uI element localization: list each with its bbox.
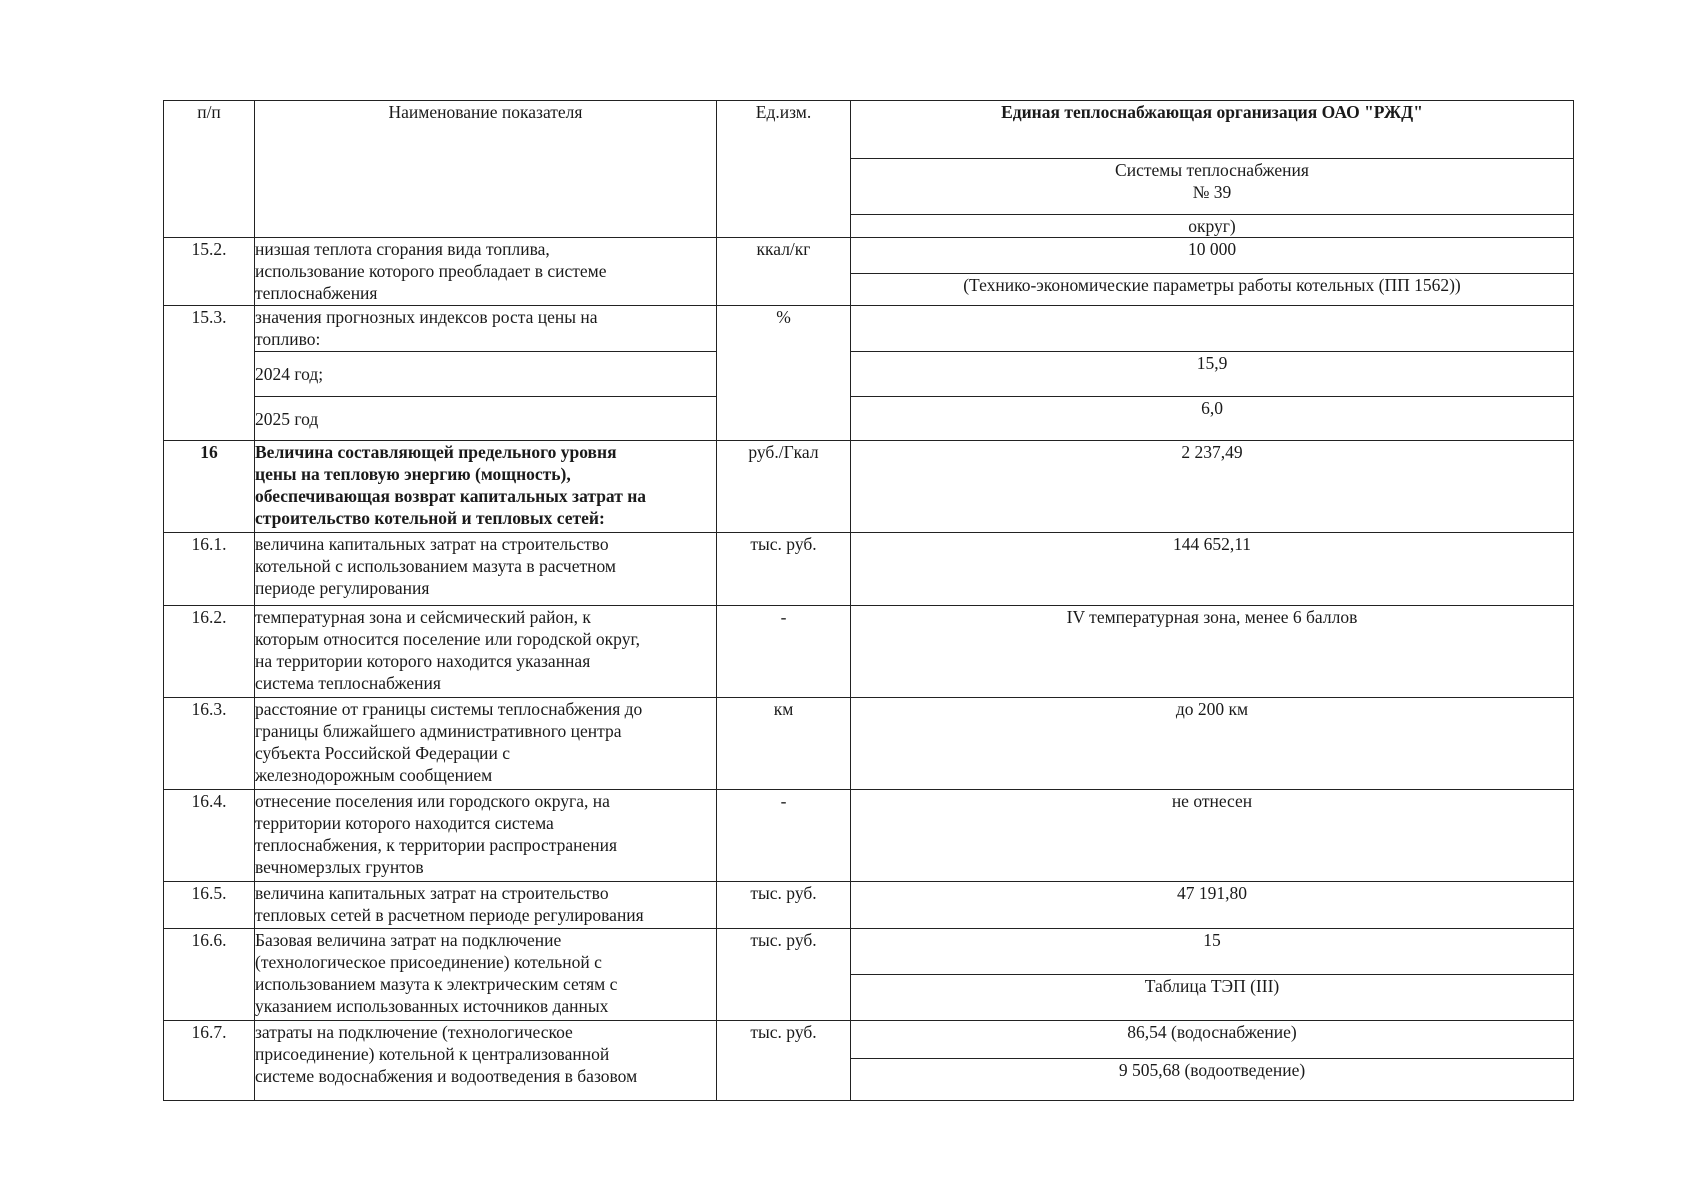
row-15-3-num: 15.3. <box>164 306 255 441</box>
row-16-1-name-line: величина капитальных затрат на строительство <box>255 534 609 554</box>
row-16-6-name <box>255 929 717 1021</box>
row-16-4-name-line: вечномерзлых грунтов <box>255 857 424 877</box>
row-16-7-unit: тыс. руб. <box>717 1021 851 1101</box>
header-org: Единая теплоснабжающая организация ОАО "РЖД" <box>851 101 1574 159</box>
row-15-3-value-2024: 15,9 <box>851 352 1574 397</box>
row-15-2-unit: ккал/кг <box>717 238 851 306</box>
row-15-3-year-2025: 2025 год <box>255 397 717 441</box>
row-16-2-value: IV температурная зона, менее 6 баллов <box>851 606 1574 698</box>
row-16-2-name-line: которым относится поселение или городской округ, <box>255 629 641 649</box>
header-unit: Ед.изм. <box>717 101 851 238</box>
row-16-1-unit: тыс. руб. <box>717 533 851 606</box>
header-systems <box>851 159 1574 215</box>
row-16-7-name <box>255 1021 717 1101</box>
row-16-6-name-line: использованием мазута к электрическим сетям с <box>255 974 618 994</box>
row-15-2-source: (Технико-экономические параметры работы котельных (ПП 1562)) <box>851 274 1574 306</box>
row-16-2-num: 16.2. <box>164 606 255 698</box>
row-16-6-unit: тыс. руб. <box>717 929 851 1021</box>
header-district: округ) <box>851 215 1574 238</box>
row-16-7-name-line: системе водоснабжения и водоотведения в базовом <box>255 1066 638 1086</box>
row-16-unit: руб./Гкал <box>717 441 851 533</box>
row-15-3-empty <box>851 306 1574 352</box>
row-16-4-value: не отнесен <box>851 790 1574 882</box>
row-16-7-value-water: 86,54 (водоснабжение) <box>851 1021 1574 1059</box>
row-15-3-name-line: значения прогнозных индексов роста цены на <box>255 307 598 327</box>
row-16-num: 16 <box>164 441 255 533</box>
row-16-2-unit: - <box>717 606 851 698</box>
row-16-5-num: 16.5. <box>164 882 255 929</box>
row-15-2-name-line: низшая теплота сгорания вида топлива, <box>255 239 550 259</box>
row-16-2-name <box>255 606 717 698</box>
row-16-name-line: строительство котельной и тепловых сетей: <box>255 508 605 528</box>
header-num: п/п <box>164 101 255 238</box>
row-16-5-name-line: тепловых сетей в расчетном периоде регулирования <box>255 905 644 925</box>
row-16-3-name-line: границы ближайшего административного центра <box>255 721 622 741</box>
header-systems-line1: Системы теплоснабжения <box>1115 160 1309 180</box>
row-15-2-name-line: теплоснабжения <box>255 283 378 303</box>
row-16-value: 2 237,49 <box>851 441 1574 533</box>
row-16-5-value: 47 191,80 <box>851 882 1574 929</box>
row-16-3-name <box>255 698 717 790</box>
row-16-4-name <box>255 790 717 882</box>
row-15-3-name-line: топливо: <box>255 329 321 349</box>
row-16-name-line: Величина составляющей предельного уровня <box>255 442 617 462</box>
row-16-1-name-line: периоде регулирования <box>255 578 430 598</box>
row-15-3-value-2025: 6,0 <box>851 397 1574 441</box>
row-16-3-name-line: железнодорожным сообщением <box>255 765 493 785</box>
row-16-1-name <box>255 533 717 606</box>
row-16-3-name-line: расстояние от границы системы теплоснабжения до <box>255 699 643 719</box>
row-16-6-num: 16.6. <box>164 929 255 1021</box>
row-16-1-name-line: котельной с использованием мазута в расчетном <box>255 556 616 576</box>
row-16-2-name-line: на территории которого находится указанная <box>255 651 591 671</box>
row-15-3-year-2024: 2024 год; <box>255 352 717 397</box>
row-16-1-num: 16.1. <box>164 533 255 606</box>
row-16-6-name-line: Базовая величина затрат на подключение <box>255 930 562 950</box>
row-16-name-line: цены на тепловую энергию (мощность), <box>255 464 571 484</box>
row-16-6-name-line: (технологическое присоединение) котельной с <box>255 952 602 972</box>
row-16-name <box>255 441 717 533</box>
row-16-4-name-line: отнесение поселения или городского округа, на <box>255 791 610 811</box>
indicators-table <box>163 100 1574 1101</box>
row-16-4-unit: - <box>717 790 851 882</box>
row-16-5-name-line: величина капитальных затрат на строительство <box>255 883 609 903</box>
row-16-3-value: до 200 км <box>851 698 1574 790</box>
row-16-4-name-line: территории которого находится система <box>255 813 554 833</box>
row-16-name-line: обеспечивающая возврат капитальных затрат на <box>255 486 647 506</box>
row-16-3-unit: км <box>717 698 851 790</box>
row-16-6-source: Таблица ТЭП (III) <box>851 975 1574 1021</box>
row-15-2-name-line: использование которого преобладает в системе <box>255 261 607 281</box>
row-15-2-value: 10 000 <box>851 238 1574 274</box>
row-16-3-name-line: субъекта Российской Федерации с <box>255 743 511 763</box>
row-16-3-num: 16.3. <box>164 698 255 790</box>
row-16-4-name-line: теплоснабжения, к территории распространения <box>255 835 618 855</box>
row-15-2-name <box>255 238 717 306</box>
row-16-7-num: 16.7. <box>164 1021 255 1101</box>
row-16-5-name <box>255 882 717 929</box>
header-systems-line2: № 39 <box>1192 182 1232 202</box>
row-16-7-name-line: присоединение) котельной к централизованной <box>255 1044 610 1064</box>
row-15-3-unit: % <box>717 306 851 441</box>
header-name: Наименование показателя <box>255 101 717 238</box>
row-15-2-num: 15.2. <box>164 238 255 306</box>
row-16-4-num: 16.4. <box>164 790 255 882</box>
row-16-6-name-line: указанием использованных источников данных <box>255 996 609 1016</box>
row-16-7-value-sewer: 9 505,68 (водоотведение) <box>851 1059 1574 1101</box>
row-16-5-unit: тыс. руб. <box>717 882 851 929</box>
row-16-2-name-line: система теплоснабжения <box>255 673 441 693</box>
row-16-6-value: 15 <box>851 929 1574 975</box>
row-16-7-name-line: затраты на подключение (технологическое <box>255 1022 573 1042</box>
row-15-3-name <box>255 306 717 352</box>
row-16-2-name-line: температурная зона и сейсмический район, к <box>255 607 591 627</box>
row-16-1-value: 144 652,11 <box>851 533 1574 606</box>
